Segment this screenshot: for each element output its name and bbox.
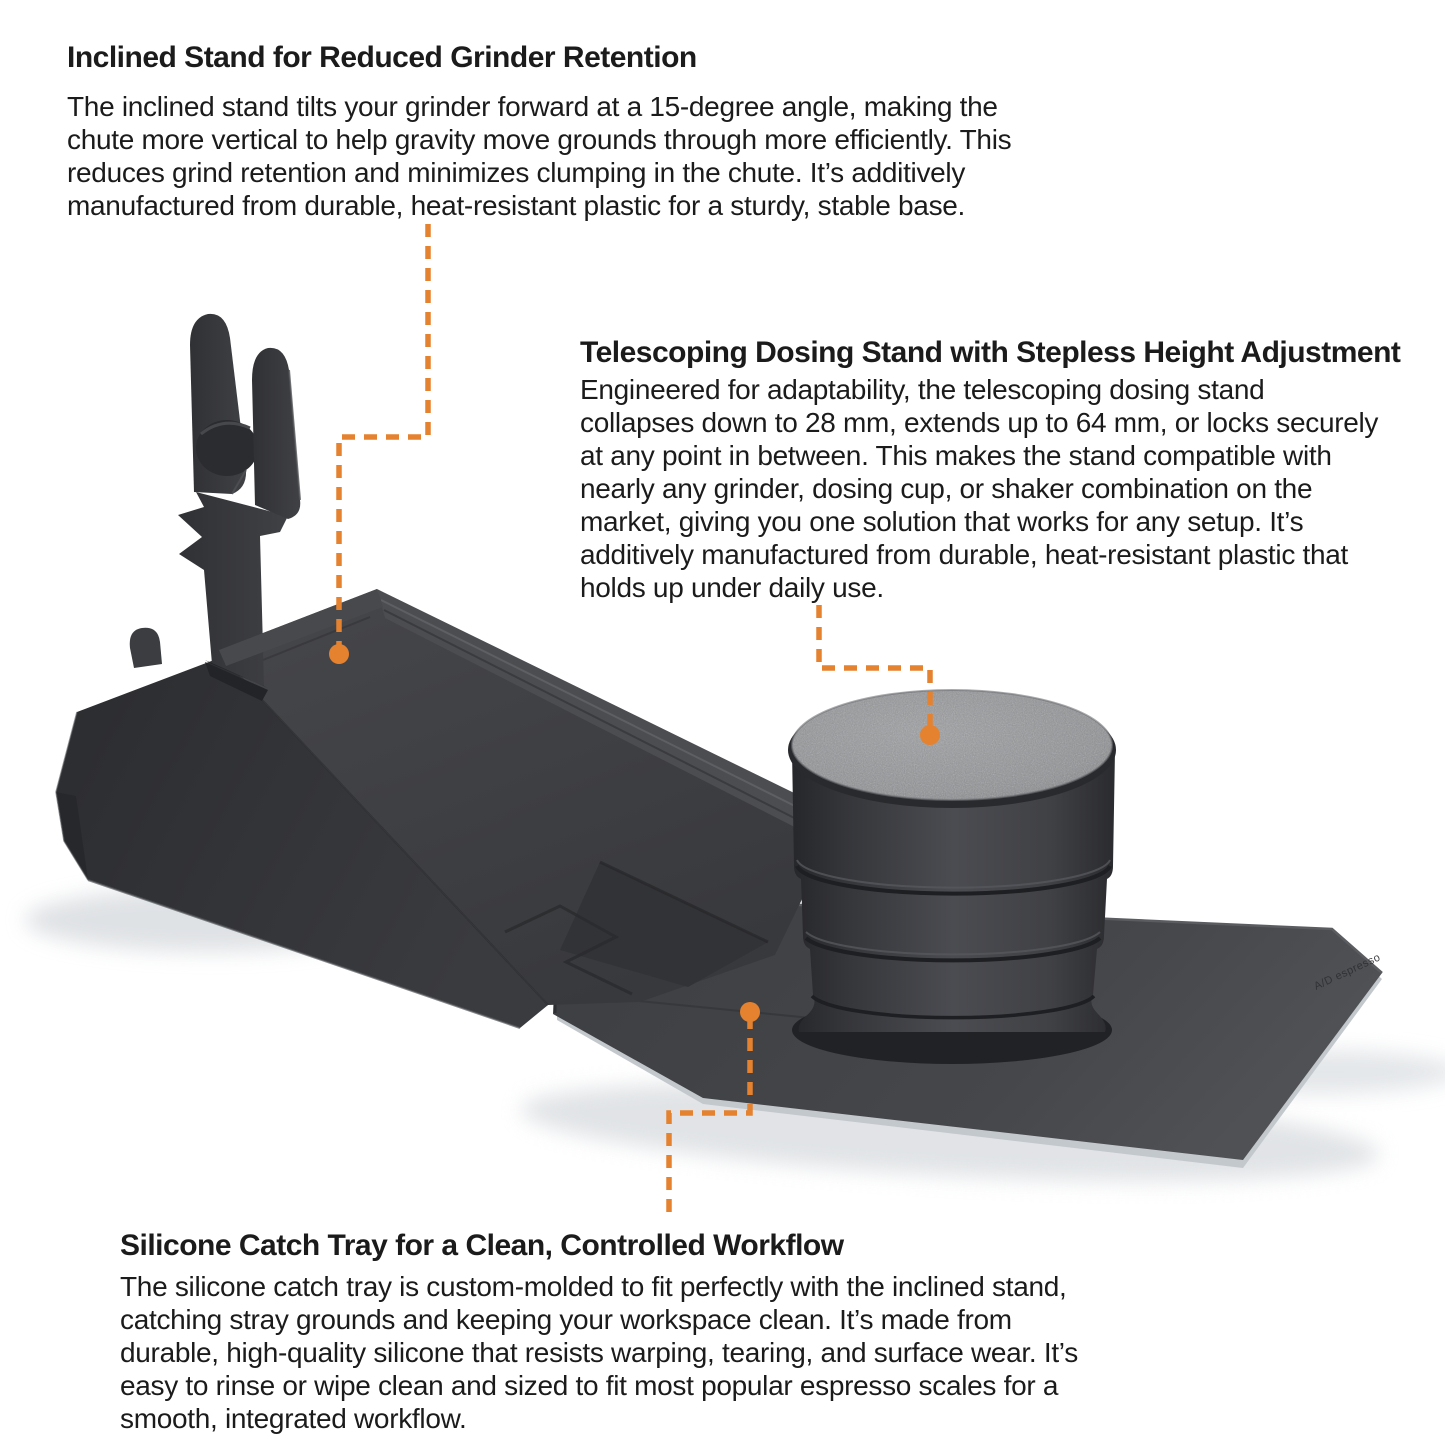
body-text-line: market, giving you one solution that works for any setup. It’s <box>580 506 1304 537</box>
body-text-line: at any point in between. This makes the stand compatible with <box>580 440 1332 471</box>
callout-inclined-stand <box>67 40 1011 222</box>
callout-inclined-stand-title: Inclined Stand for Reduced Grinder Retention <box>67 41 697 74</box>
inclined-stand <box>56 589 833 1028</box>
body-text-line: The silicone catch tray is custom-molded to fit perfectly with the inclined stand, <box>120 1271 1067 1302</box>
callout-telescoping-stand-body <box>580 373 1400 604</box>
telescoping-dosing-stand <box>788 690 1116 1064</box>
leader-dot-dosing-stand <box>920 725 940 745</box>
body-text-line: smooth, integrated workflow. <box>120 1403 467 1434</box>
fork-right-tine <box>252 348 300 519</box>
body-text-line: collapses down to 28 mm, extends up to 64 mm, or locks securely <box>580 407 1379 438</box>
brand-logo: A/D espresso <box>1312 951 1383 993</box>
callout-catch-tray-body <box>120 1270 1078 1435</box>
callout-catch-tray-title: Silicone Catch Tray for a Clean, Controlled Workflow <box>120 1229 844 1262</box>
body-text-line: nearly any grinder, dosing cup, or shaker combination on the <box>580 473 1313 504</box>
callout-telescoping-stand-title: Telescoping Dosing Stand with Stepless Height Adjustment <box>580 336 1401 369</box>
callout-telescoping-stand <box>580 335 1400 604</box>
body-text-line: The inclined stand tilts your grinder forward at a 15-degree angle, making the <box>67 91 998 122</box>
callout-inclined-stand-body <box>67 90 1011 222</box>
body-text-line: Engineered for adaptability, the telescoping dosing stand <box>580 374 1265 405</box>
body-text-line: durable, high-quality silicone that resists warping, tearing, and surface wear. It’s <box>120 1337 1078 1368</box>
body-text-line: chute more vertical to help gravity move grounds through more efficiently. This <box>67 124 1012 155</box>
leader-dot-inclined-stand <box>329 644 349 664</box>
body-text-line: manufactured from durable, heat-resistant plastic for a sturdy, stable base. <box>67 190 966 221</box>
body-text-line: easy to rinse or wipe clean and sized to fit most popular espresso scales for a <box>120 1370 1059 1401</box>
body-text-line: catching stray grounds and keeping your workspace clean. It’s made from <box>120 1304 1012 1335</box>
callout-catch-tray <box>120 1228 1078 1435</box>
body-text-line: holds up under daily use. <box>580 572 884 603</box>
body-text-line: reduces grind retention and minimizes clumping in the chute. It’s additively <box>67 157 966 188</box>
body-text-line: additively manufactured from durable, heat-resistant plastic that <box>580 539 1349 570</box>
